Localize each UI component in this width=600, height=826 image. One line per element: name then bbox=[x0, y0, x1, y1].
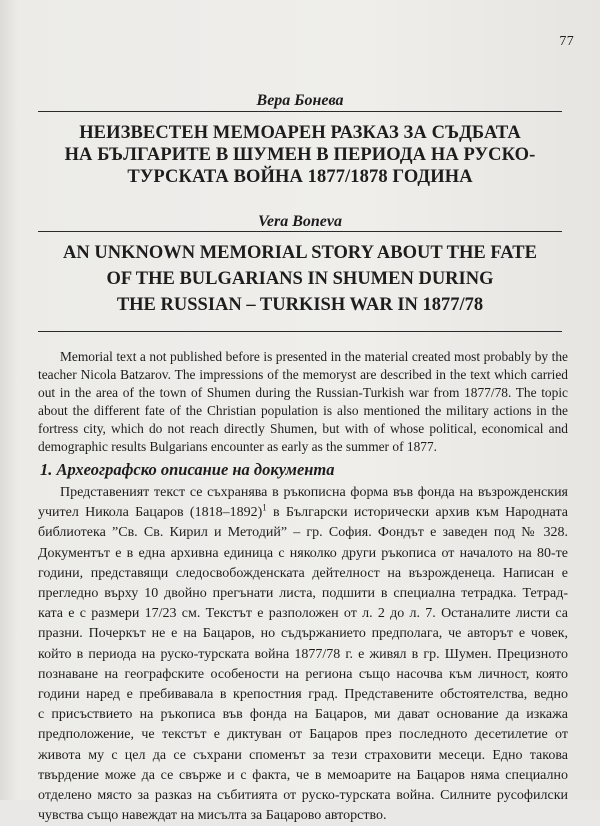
article-title-bulgarian bbox=[40, 122, 560, 188]
footnote-marker[interactable]: 1 bbox=[262, 502, 267, 513]
body-line bbox=[38, 503, 568, 523]
title-line: AN UNKNOWN MEMORIAL STORY ABOUT THE FATE bbox=[63, 243, 537, 263]
divider-rule bbox=[38, 111, 562, 112]
body-line: Представеният текст се съхранява в ръкописна форма във фонда на възрожденския bbox=[60, 485, 568, 500]
body-paragraph bbox=[38, 483, 568, 826]
body-line: ката е с размери 17/23 см. Текстът е разположен от л. 2 до л. 7. Останалите листи са bbox=[38, 606, 568, 622]
body-text-segment: учител Никола Бацаров (1818–1892) bbox=[38, 505, 263, 521]
article-title-english bbox=[40, 240, 560, 318]
body-line: чувства също навеждат на мисълта за Бацарово авторство. bbox=[38, 808, 387, 824]
body-line: години, представящи следосвобожденската дейтелност на възрожденеца. Написан е bbox=[38, 565, 568, 581]
title-line: ТУРСКАТА ВОЙНА 1877/1878 ГОДИНА bbox=[127, 167, 473, 187]
title-line: НА БЪЛГАРИТЕ В ШУМЕН В ПЕРИОДА НА РУСКО- bbox=[64, 145, 536, 165]
author-name-bulgarian: Вера Бонева bbox=[256, 92, 344, 109]
author-name-english: Vera Boneva bbox=[258, 213, 342, 230]
body-line: прегледно върху 10 двойно прегънати листа, подшити в специална тетрадка. Тетрад- bbox=[38, 586, 568, 602]
body-line: години наред е пребивавала в крепостния град. Представените обстоятелства, ведно bbox=[38, 687, 568, 703]
body-line: библиотека ”Св. Св. Кирил и Методий” – гр. София. Фондът е заведен под № 328. bbox=[38, 525, 568, 541]
body-line: празни. Почеркът не е на Бацаров, но съдържанието предполага, че авторът е човек, bbox=[38, 626, 568, 642]
divider-rule bbox=[38, 331, 562, 332]
body-line: твърдение може да се свърже и с факта, че в мемоарите на Бацаров няма специално bbox=[38, 767, 568, 783]
title-line: THE RUSSIAN – TURKISH WAR IN 1877/78 bbox=[116, 295, 484, 315]
title-line: OF THE BULGARIANS IN SHUMEN DURING bbox=[106, 269, 494, 289]
body-line: с присъствието на ръкописа във фонда на Бацаров, ми дават основание да изкажа bbox=[38, 707, 568, 723]
body-line: живота му с цел да се съхрани споменът за тези страховити месеци. Едно такова bbox=[38, 747, 568, 763]
body-line: отделено място за разказ на събитията от руско-турската война. Силните русофилски bbox=[38, 788, 568, 804]
divider-rule bbox=[38, 231, 562, 232]
body-line: Документът е в една архивна единица с няколко други ръкописа от началото на 80-те bbox=[38, 545, 568, 561]
abstract-paragraph: Memorial text a not published before is presented in the material created most probably by the teacher Nicola Batzarov. The impressions of the memoryst are described in the text which carried out in the area of the town of Shumen during the Russian-Turkish war from 1877/78. The topic about the different fate of the Christian population is also mentioned the military actions in the fortress city, which do not reach directly Shumen, but with of whose political, economical and demographic results Bulgarians encounter as early as the summer of 1877. bbox=[38, 349, 568, 454]
section-heading: 1. Археографско описание на документа bbox=[40, 460, 335, 479]
title-line: НЕИЗВЕСТЕН МЕМОАРЕН РАЗКАЗ ЗА СЪДБАТА bbox=[79, 123, 521, 143]
page-number: 77 bbox=[559, 34, 574, 49]
body-text-segment: в Български исторически архив към Народната bbox=[266, 505, 568, 521]
body-line: познаване на географските особености на региона също насочва към личност, която bbox=[38, 666, 568, 682]
body-line: предположение, че текстът е диктуван от Бацаров през последното десетилетие от bbox=[38, 727, 568, 743]
body-line: който в периода на руско-турската война 1877/78 г. е живял в гр. Шумен. Прецизното bbox=[38, 646, 568, 662]
